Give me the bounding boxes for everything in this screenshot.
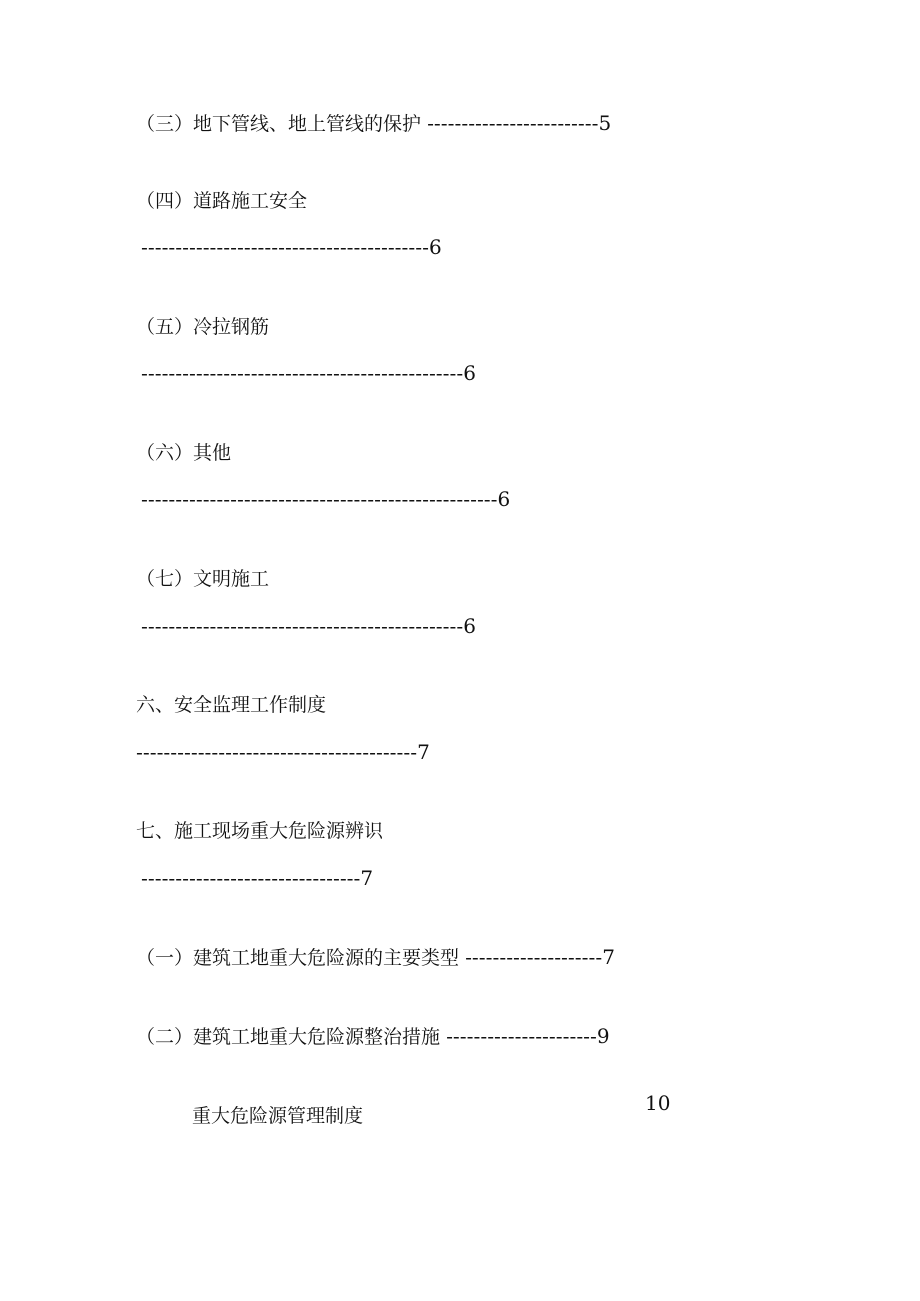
toc-leader: --------------------------------: [141, 868, 361, 890]
toc-leader-line: [141, 235, 442, 260]
toc-entry: [136, 945, 615, 970]
toc-entry: [136, 567, 269, 591]
toc-entry-title: （四）道路施工安全: [136, 190, 308, 212]
toc-entry-title: 重大危险源管理制度: [192, 1105, 364, 1127]
toc-page-number: 6: [428, 235, 442, 259]
toc-leader: -------------------------: [427, 113, 599, 135]
toc-page-number: 9: [596, 1024, 610, 1048]
toc-page-number: 5: [598, 111, 612, 135]
toc-entry: [136, 693, 326, 717]
toc-entry-title: 七、施工现场重大危险源辨识: [136, 820, 384, 842]
toc-leader: ----------------------------------------------------: [141, 489, 498, 511]
toc-entry-title: 六、安全监理工作制度: [136, 694, 327, 716]
toc-entry: [136, 1024, 610, 1049]
toc-entry: [136, 315, 269, 339]
toc-entry-title: （六）其他: [136, 442, 232, 464]
toc-page-number: 10: [645, 1091, 671, 1115]
toc-entry: [136, 111, 611, 136]
toc-leader: -----------------------------------------: [136, 742, 418, 764]
toc-page-number: 7: [417, 740, 430, 764]
toc-leader: -----------------------------------------------: [141, 363, 464, 385]
toc-entry: [136, 441, 231, 465]
toc-leader-line: [141, 866, 373, 891]
toc-page-number: 6: [497, 487, 511, 511]
toc-leader: ------------------------------------------: [141, 237, 429, 259]
toc-entry-title: （二）建筑工地重大危险源整治措施: [136, 1026, 441, 1048]
toc-leader: --------------------: [465, 947, 603, 969]
toc-leader: -----------------------------------------------: [141, 616, 464, 638]
toc-leader-line: [136, 740, 430, 765]
toc-leader: ----------------------: [446, 1026, 597, 1048]
toc-page-number: 7: [602, 945, 615, 969]
toc-entry: [136, 819, 383, 843]
toc-leader-line: [141, 487, 510, 512]
toc-page-number: 6: [463, 361, 476, 385]
toc-entry: [192, 1104, 363, 1128]
toc-page-number: 6: [463, 614, 476, 638]
toc-entry-title: （五）冷拉钢筋: [136, 316, 270, 338]
toc-entry-title: （三）地下管线、地上管线的保护: [136, 113, 422, 135]
toc-entry-title: （七）文明施工: [136, 568, 270, 590]
toc-leader-line: [141, 614, 476, 639]
toc-entry: [136, 189, 307, 213]
toc-leader-line: [141, 361, 476, 386]
toc-page-number: 7: [360, 866, 374, 890]
toc-entry-title: （一）建筑工地重大危险源的主要类型: [136, 947, 460, 969]
